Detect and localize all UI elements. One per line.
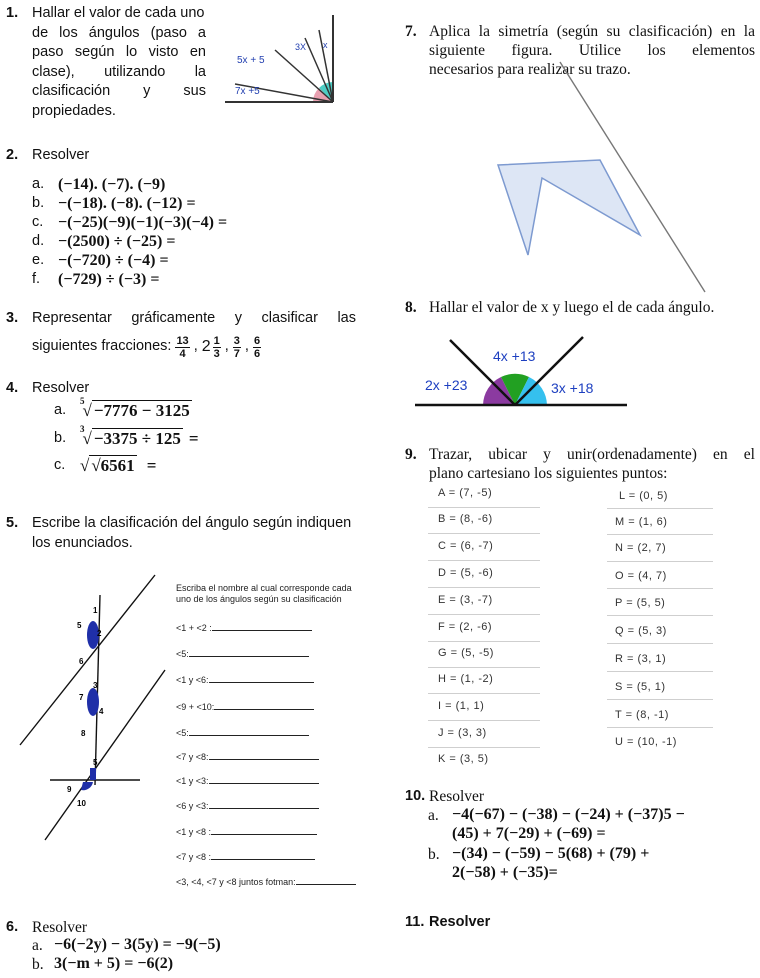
q1-angle-diagram (215, 10, 345, 110)
q6-number: 6. (6, 919, 19, 935)
q5-angle-mark-3 (90, 768, 96, 780)
q4-title: Resolver (32, 380, 90, 396)
q5-ws-row-8-blank[interactable] (209, 800, 319, 809)
q5-ws-row-6-blank[interactable] (209, 751, 319, 760)
q4-item-c (54, 456, 156, 476)
q7-number: 7. (405, 23, 417, 40)
q1-number: 1. (6, 5, 19, 21)
q5-ws-row-4 (176, 701, 314, 712)
q8-block (405, 298, 714, 317)
q7-line2: siguiente figura. Utilice los elementos (429, 42, 755, 59)
q11-header (405, 913, 490, 933)
q4-item-a (54, 396, 192, 421)
q10-item-a-line1: −4(−67) − (−38) − (−24) + (−37)5 − (452, 806, 685, 823)
q9-point-R: R = (3, 1) (615, 653, 667, 665)
q6-item-a (32, 936, 221, 955)
q9-point-L: L = (0, 5) (619, 490, 668, 502)
q3-mixed-whole: 2 (201, 338, 211, 356)
q5-angle-num-5b: 5 (93, 758, 98, 767)
q5-ws-row-3-label: <1 y <6: (176, 675, 209, 685)
q5-angle-num-5a: 5 (77, 621, 82, 630)
q5-number: 5. (6, 515, 19, 531)
q5-ws-row-2 (176, 648, 309, 659)
q2-header (6, 146, 89, 166)
q5-angle-num-8: 8 (81, 729, 86, 738)
q2-item-a-letter: a. (32, 176, 45, 192)
q1-label-d: 7x +5 (235, 86, 260, 97)
q3-f3-den: 7 (233, 347, 240, 360)
q10-item-a-letter: a. (428, 807, 439, 824)
q3-f1-num: 13 (176, 334, 189, 347)
q5-parallel-line-1 (20, 575, 155, 745)
q5-ws-row-9-blank[interactable] (211, 826, 317, 835)
q3-fraction-4 (253, 335, 261, 360)
q5-parallel-line-2 (45, 670, 165, 840)
q8-number: 8. (405, 299, 417, 316)
q3-f1-den: 4 (179, 347, 186, 360)
q6-title: Resolver (32, 919, 88, 936)
q10-title: Resolver (429, 788, 485, 805)
q6-item-b-letter: b. (32, 956, 44, 973)
q5-ws-row-7-label: <1 y <3: (176, 776, 209, 786)
q9-point-Q: Q = (5, 3) (615, 625, 667, 637)
q2-item-b-letter: b. (32, 195, 45, 211)
q5-parallel-lines-diagram (15, 570, 175, 845)
q5-ws-row-8-label: <6 y <3: (176, 801, 209, 811)
q5-ws-row-4-label: <9 + <10: (176, 702, 215, 712)
q9-point-K: K = (3, 5) (438, 753, 489, 765)
q6-item-a-letter: a. (32, 937, 43, 954)
q6-item-b (32, 955, 173, 974)
q5-ws-row-5-blank[interactable] (189, 727, 309, 736)
q3-block: 3. Representar gráficamente y clasificar las siguientes fracciones: $\frac{13}{4}$ , 2 $\frac{1}{3}$ , $\frac{3}{7}$ , $\frac{6}{6}$ (6, 310, 356, 360)
q8-angle-diagram (415, 335, 635, 415)
q9-point-A: A = (7, -5) (438, 487, 493, 499)
q1-label-c: x (323, 40, 328, 50)
q9-point-N: N = (2, 7) (615, 542, 667, 554)
q9-point-J: J = (3, 3) (438, 727, 487, 739)
q5-angle-num-6: 6 (79, 657, 84, 666)
q2-item-a (32, 175, 165, 195)
q1-line1 (6, 4, 206, 24)
q2-item-e-letter: e. (32, 252, 45, 268)
q5-ws-row-5-label: <5: (176, 728, 189, 738)
q4-item-c-letter: c. (54, 457, 66, 474)
q1-label-b: 3X (295, 42, 307, 52)
q10-item-b-line1: −(34) − (−59) − 5(68) + (79) + (452, 845, 650, 862)
q5-ws-row-1 (176, 622, 312, 633)
q5-ws-row-10-label: <7 y <8 : (176, 852, 212, 862)
q5-angle-num-3: 3 (93, 681, 98, 690)
q2-item-e (32, 251, 169, 271)
q5-ws-row-7-blank[interactable] (209, 775, 319, 784)
q3-line2: siguientes fracciones: (32, 338, 172, 355)
q7-polygon (498, 160, 640, 255)
q9-line1: Trazar, ubicar y unir(ordenadamente) en el (429, 446, 755, 463)
q7-line3: necesarios para realizar su trazo. (429, 61, 631, 78)
q7-figure (480, 60, 720, 300)
q9-point-B: B = (8, -6) (438, 513, 493, 525)
q10-item-a-line2: (45) + 7(−29) + (−69) = (452, 825, 606, 842)
q2-item-d (32, 232, 175, 252)
q5-angle-num-2: 2 (97, 629, 102, 638)
q5-worksheet (176, 583, 366, 888)
q4-number: 4. (6, 380, 19, 396)
q4-item-b-letter: b. (54, 429, 67, 446)
q10-item-b-letter: b. (428, 846, 440, 863)
q9-point-U: U = (10, -1) (615, 736, 677, 748)
q2-item-f-letter: f. (32, 271, 41, 287)
q2-number: 2. (6, 147, 19, 163)
q1-label-a: 5x + 5 (237, 55, 265, 66)
q3-f4-den: 6 (253, 347, 261, 360)
q1-text-1: Hallar el valor de cada uno (32, 5, 205, 21)
q5-ws-row-3-blank[interactable] (209, 674, 314, 683)
q9-point-S: S = (5, 1) (615, 681, 666, 693)
q5-angle-num-7: 7 (79, 693, 84, 702)
q9-point-G: G = (5, -5) (438, 647, 494, 659)
q6-header (6, 918, 87, 937)
q5-ws-row-11-label: <3, <4, <7 y <8 juntos fotman: (176, 877, 296, 887)
q1-block (6, 4, 206, 121)
q1-text-2: de los ángulos (paso a (32, 24, 206, 41)
q2-item-a-expr: (−14). (−7). (−9) (58, 176, 166, 193)
q5-angle-num-4: 4 (99, 707, 104, 716)
q2-item-f-expr: (−729) ÷ (−3) = (58, 271, 160, 288)
q9-point-H: H = (1, -2) (438, 673, 494, 685)
q5-ws-row-11-blank[interactable] (296, 876, 356, 885)
q4-item-c-radical: √ √6561 (80, 456, 135, 475)
q4-item-a-radical: $^5$√ −7776 − 3125 (80, 396, 190, 420)
q4-item-b-index: 3 (80, 424, 85, 434)
q4-item-a-index: 5 (80, 396, 85, 406)
q5-ws-row-7 (176, 775, 319, 786)
q5-angle-mark-4 (81, 782, 93, 790)
q7-line1: Aplica la simetría (según su clasificación) en la (429, 23, 755, 40)
q5-ws-row-5 (176, 727, 309, 738)
q9-line2: plano cartesiano los siguientes puntos: (429, 465, 668, 482)
q5-line1: Escribe la clasificación del ángulo según indiquen (32, 515, 352, 531)
q2-item-c (32, 213, 227, 233)
q9-number: 9. (405, 446, 417, 463)
q3-fraction-1 (175, 335, 189, 360)
q2-item-d-letter: d. (32, 233, 45, 249)
q2-item-b-expr: −(−18). (−8). (−12) = (58, 195, 196, 212)
q9-point-P: P = (5, 5) (615, 597, 666, 609)
q2-item-c-letter: c. (32, 214, 44, 230)
q3-f4-num: 6 (253, 334, 261, 347)
q3-number: 3. (6, 310, 19, 326)
q8-label-top: 4x +13 (493, 348, 536, 364)
q1-text-4: clase), utilizando la (32, 63, 206, 80)
q9-point-E: E = (3, -7) (438, 594, 493, 606)
q10-item-a (428, 806, 685, 843)
q9-point-C: C = (6, -7) (438, 540, 494, 552)
q4-item-c-radicand: √6561 (91, 456, 135, 475)
q4-item-b-radical: $^3$√ −3375 ÷ 125 (80, 424, 181, 448)
q5-ws-row-2-blank[interactable] (189, 648, 309, 657)
q5-ws-row-10 (176, 851, 315, 862)
q5-ws-row-9-label: <1 y <8 : (176, 827, 212, 837)
q5-angle-num-10: 10 (77, 799, 86, 808)
q5-ws-row-1-blank[interactable] (212, 622, 312, 631)
q2-item-b (32, 194, 196, 214)
q4-item-b-equals: = (188, 428, 199, 448)
q4-item-c-equals: = (146, 456, 157, 475)
q5-ws-row-1-label: <1 + <2 : (176, 623, 212, 633)
q1-text-3: paso según lo visto en (32, 44, 206, 60)
q5-angle-num-1: 1 (93, 606, 98, 615)
q5-worksheet-header-2: uno de los ángulos según su clasificación (176, 594, 342, 604)
q9-point-F: F = (2, -6) (438, 621, 493, 633)
q8-label-left: 2x +23 (425, 377, 468, 393)
q9-point-I: I = (1, 1) (438, 700, 485, 712)
q1-text-6: propiedades. (32, 102, 116, 119)
q5-ws-row-6 (176, 751, 319, 762)
q1-text-5: clasificación y sus (32, 83, 206, 99)
q5-ws-row-11 (176, 876, 356, 887)
q5-ws-row-8 (176, 800, 319, 811)
q9-point-O: O = (4, 7) (615, 570, 667, 582)
q3-f2-den: 3 (213, 347, 220, 360)
q10-item-b-line2: 2(−58) + (−35)= (452, 864, 558, 881)
q9-point-T: T = (8, -1) (615, 709, 669, 721)
q4-item-a-letter: a. (54, 401, 67, 418)
q3-mixed-number (202, 335, 221, 360)
q8-text: Hallar el valor de x y luego el de cada ángulo. (429, 299, 715, 316)
q5-ws-row-3 (176, 674, 314, 685)
q2-item-c-expr: −(−25)(−9)(−1)(−3)(−4) = (58, 214, 228, 231)
q9-block (405, 445, 755, 483)
q2-item-d-expr: −(2500) ÷ (−25) = (58, 233, 176, 250)
q10-header (405, 787, 484, 806)
q5-line2: los enunciados. (32, 534, 133, 551)
q6-item-a-expr: −6(−2y) − 3(5y) = −9(−5) (54, 936, 221, 953)
q2-item-e-expr: −(−720) ÷ (−4) = (58, 252, 169, 269)
q3-line1: Representar gráficamente y clasificar las (32, 310, 356, 326)
q9-points-left (428, 485, 540, 775)
q5-angle-num-9: 9 (67, 785, 72, 794)
q8-label-right: 3x +18 (551, 380, 594, 396)
q4-item-a-radicand: −7776 − 3125 (93, 401, 190, 420)
q6-item-b-expr: 3(−m + 5) = −6(2) (54, 955, 174, 972)
q4-item-b (54, 424, 199, 449)
q10-item-b (428, 845, 649, 882)
q10-number: 10. (405, 788, 426, 804)
q4-header (6, 379, 89, 399)
q5-ws-row-2-label: <5: (176, 649, 189, 659)
q3-f3-num: 3 (233, 334, 240, 347)
q9-points-right (607, 486, 713, 756)
q11-title: Resolver (429, 914, 491, 930)
q9-point-M: M = (1, 6) (615, 516, 668, 528)
q4-item-b-radicand: −3375 ÷ 125 (93, 429, 181, 448)
q5-ws-row-9 (176, 826, 317, 837)
q5-ws-row-10-blank[interactable] (211, 851, 315, 860)
q11-number: 11. (405, 914, 425, 930)
q5-block (6, 514, 366, 553)
q5-angle-mark-2 (87, 688, 99, 716)
q3-f2-num: 1 (213, 334, 220, 347)
q2-title: Resolver (32, 147, 90, 163)
q5-ws-row-6-label: <7 y <8: (176, 752, 209, 762)
q2-item-f (32, 270, 159, 290)
q5-worksheet-header-1: Escriba el nombre al cual corresponde cada (176, 583, 352, 593)
q3-fraction-3 (233, 335, 241, 360)
q9-point-D: D = (5, -6) (438, 567, 494, 579)
q5-ws-row-4-blank[interactable] (214, 701, 314, 710)
